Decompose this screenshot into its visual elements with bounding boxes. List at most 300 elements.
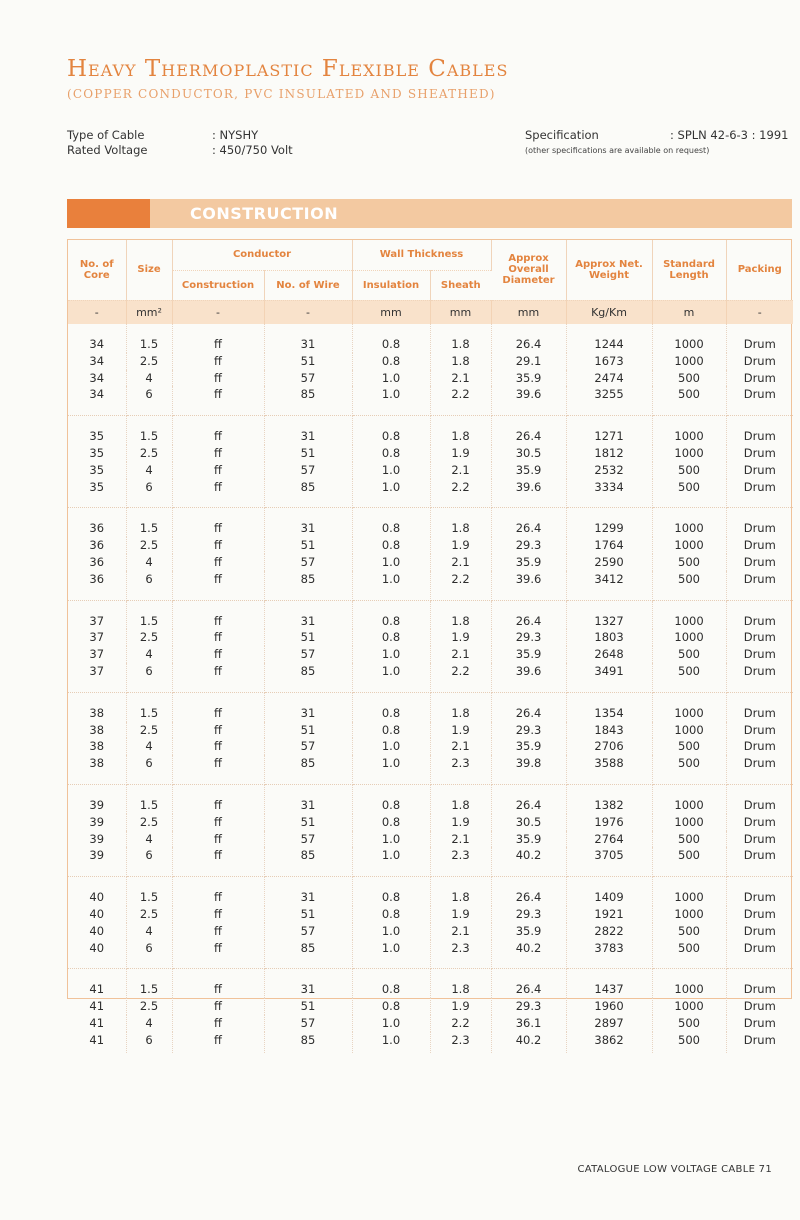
table-cell: ff (172, 663, 264, 692)
table-cell: 500 (652, 755, 726, 784)
table-cell: 1000 (652, 416, 726, 445)
table-cell: 1.9 (430, 814, 491, 831)
table-row (68, 353, 793, 370)
table-cell: 57 (264, 738, 352, 755)
table-cell: 3783 (566, 940, 652, 969)
unit-cell: - (172, 300, 264, 324)
table-cell: 3255 (566, 386, 652, 415)
table-row (68, 479, 793, 508)
table-cell: 51 (264, 537, 352, 554)
table-cell: Drum (726, 940, 793, 969)
table-cell: 4 (126, 1015, 172, 1032)
table-cell: 37 (68, 663, 126, 692)
table-cell: ff (172, 416, 264, 445)
table-cell: 1.0 (352, 646, 430, 663)
table-cell: 500 (652, 738, 726, 755)
section-band-bar (150, 199, 792, 228)
table-cell: 2.2 (430, 1015, 491, 1032)
table-cell: 51 (264, 906, 352, 923)
table-cell: 1.0 (352, 663, 430, 692)
table-row (68, 722, 793, 739)
table-row (68, 998, 793, 1015)
table-cell: Drum (743, 831, 776, 846)
table-cell: 3491 (566, 663, 652, 692)
table-cell: 41 (68, 1015, 126, 1032)
table-cell: 1.0 (352, 831, 430, 848)
table-cell: 1.5 (126, 969, 172, 998)
table-cell: 500 (652, 1015, 726, 1032)
cable-info (67, 128, 293, 158)
table-cell: 1.9 (430, 445, 491, 462)
table-cell: 500 (652, 940, 726, 969)
table-cell: 34 (68, 370, 126, 387)
table-cell: 0.8 (352, 416, 430, 445)
table-row (68, 629, 793, 646)
table-cell: 35.9 (491, 923, 566, 940)
table-cell: 57 (264, 554, 352, 571)
table-cell: 1000 (652, 692, 726, 721)
table-cell: 85 (264, 571, 352, 600)
unit-cell: - (726, 300, 793, 324)
table-cell: Drum (743, 1015, 776, 1030)
table-cell: 1.9 (430, 906, 491, 923)
table-cell: ff (172, 831, 264, 848)
specification-info (525, 128, 788, 158)
table-cell: ff (172, 629, 264, 646)
table-cell: 1000 (652, 784, 726, 813)
table-row (68, 1032, 793, 1053)
table-cell: 6 (126, 663, 172, 692)
table-cell: 1803 (566, 629, 652, 646)
table-cell: 38 (68, 722, 126, 739)
table-cell: 3412 (566, 571, 652, 600)
header-packing: Packing (726, 240, 793, 300)
table-cell: 57 (264, 1015, 352, 1032)
table-cell: 35.9 (491, 738, 566, 755)
core-group (68, 600, 793, 692)
table-cell: 2.1 (430, 923, 491, 940)
table-cell: Drum (743, 353, 776, 368)
table-cell: 2532 (566, 462, 652, 479)
table-cell: 57 (264, 462, 352, 479)
table-cell: 2.1 (430, 646, 491, 663)
table-row (68, 571, 793, 600)
section-band (67, 199, 792, 228)
table-cell: 500 (652, 831, 726, 848)
table-row (68, 537, 793, 554)
table-cell: Drum (743, 982, 776, 997)
table-cell: 1000 (652, 445, 726, 462)
table-cell: 6 (126, 479, 172, 508)
table-cell: 26.4 (491, 600, 566, 629)
table-cell: 1.8 (430, 784, 491, 813)
table-cell: ff (172, 600, 264, 629)
table-cell: 1.9 (430, 629, 491, 646)
table-cell: ff (172, 353, 264, 370)
table-cell: 39.6 (491, 386, 566, 415)
table-cell: 38 (68, 755, 126, 784)
table-cell: 1.0 (352, 755, 430, 784)
table-cell: 1.0 (352, 386, 430, 415)
unit-cell: mm² (126, 300, 172, 324)
table-cell: 1000 (652, 508, 726, 537)
table-cell: 1.8 (430, 508, 491, 537)
table-row (68, 877, 793, 906)
table-cell: 3862 (566, 1032, 652, 1053)
table-cell: 1.0 (352, 370, 430, 387)
table-cell: 6 (126, 571, 172, 600)
table-cell: 500 (652, 847, 726, 876)
page-title: Heavy Thermoplastic Flexible Cables (67, 56, 509, 82)
table-cell: 39.8 (491, 755, 566, 784)
table-cell: 1960 (566, 998, 652, 1015)
table-cell: 2.5 (126, 629, 172, 646)
table-cell: 2897 (566, 1015, 652, 1032)
table-cell: 0.8 (352, 537, 430, 554)
header-insulation: Insulation (352, 270, 430, 300)
table-cell: 2.2 (430, 663, 491, 692)
table-cell: 1.0 (352, 554, 430, 571)
table-cell: 51 (264, 353, 352, 370)
table-cell: ff (172, 1032, 264, 1053)
table-cell: 0.8 (352, 445, 430, 462)
table-cell: 1764 (566, 537, 652, 554)
core-group (68, 784, 793, 876)
table-cell: 2.3 (430, 755, 491, 784)
table-cell: 2.5 (126, 722, 172, 739)
rated-voltage-row (67, 143, 293, 158)
table-row (68, 755, 793, 784)
table-cell: 2.5 (126, 445, 172, 462)
table-cell: Drum (726, 847, 793, 876)
table-cell: 4 (126, 738, 172, 755)
table-cell: 6 (126, 386, 172, 415)
table-cell: 57 (264, 831, 352, 848)
core-group (68, 692, 793, 784)
table-cell: 4 (126, 923, 172, 940)
table-cell: 2822 (566, 923, 652, 940)
table-cell: 85 (264, 1032, 352, 1053)
page-footer: CATALOGUE LOW VOLTAGE CABLE 71 (577, 1164, 772, 1175)
table-cell: 500 (652, 479, 726, 508)
table-row (68, 847, 793, 876)
table-cell: 41 (68, 1032, 126, 1053)
header-net-weight: Approx Net. Weight (566, 240, 652, 300)
table-cell: Drum (743, 722, 776, 737)
table-cell: 2.5 (126, 353, 172, 370)
table-row (68, 416, 793, 445)
table-cell: 1.8 (430, 969, 491, 998)
page-subtitle: (COPPER CONDUCTOR, PVC INSULATED AND SHEATHED) (67, 87, 496, 101)
table-cell: 31 (264, 692, 352, 721)
table-cell: Drum (726, 755, 793, 784)
table-cell: Drum (743, 923, 776, 938)
table-row (68, 814, 793, 831)
table-cell: ff (172, 324, 264, 353)
table-cell: 2.5 (126, 906, 172, 923)
table-cell: ff (172, 1015, 264, 1032)
header-conductor: Conductor (172, 240, 352, 270)
table-cell: 1.0 (352, 479, 430, 508)
specification-note: (other specifications are available on request) (525, 146, 710, 155)
table-cell: Drum (743, 890, 776, 905)
rated-voltage-label: Rated Voltage (67, 143, 148, 157)
table-cell: 1.5 (126, 508, 172, 537)
table-cell: 0.8 (352, 692, 430, 721)
table-cell: Drum (743, 999, 776, 1014)
table-cell: 29.1 (491, 353, 566, 370)
table-cell: ff (172, 784, 264, 813)
table-cell: 26.4 (491, 784, 566, 813)
table-cell: ff (172, 646, 264, 663)
table-cell: 500 (652, 554, 726, 571)
table-row (68, 692, 793, 721)
table-row (68, 940, 793, 969)
table-cell: 2764 (566, 831, 652, 848)
table-cell: 0.8 (352, 998, 430, 1015)
table-cell: 0.8 (352, 508, 430, 537)
table-cell: Drum (743, 538, 776, 553)
table-cell: 500 (652, 571, 726, 600)
table-cell: 500 (652, 663, 726, 692)
table-cell: 1382 (566, 784, 652, 813)
table-cell: 29.3 (491, 998, 566, 1015)
table-cell: 2.1 (430, 554, 491, 571)
table-cell: 26.4 (491, 416, 566, 445)
cable-type-label: Type of Cable (67, 128, 145, 142)
table-cell: 1.0 (352, 940, 430, 969)
table-row (68, 646, 793, 663)
table-cell: 26.4 (491, 877, 566, 906)
table-cell: ff (172, 877, 264, 906)
specification-label: Specification (525, 128, 599, 142)
table-cell: 37 (68, 600, 126, 629)
table-cell: 0.8 (352, 784, 430, 813)
table-cell: 1000 (652, 722, 726, 739)
table-cell: 2.2 (430, 479, 491, 508)
table-cell: 31 (264, 600, 352, 629)
table-cell: 26.4 (491, 324, 566, 353)
table-cell: 1.9 (430, 722, 491, 739)
table-cell: 1.5 (126, 877, 172, 906)
table-cell: 3588 (566, 755, 652, 784)
table-cell: Drum (743, 429, 776, 444)
table-cell: 39 (68, 847, 126, 876)
table-cell: 2.5 (126, 998, 172, 1015)
table-cell: Drum (726, 663, 793, 692)
unit-cell: mm (430, 300, 491, 324)
table-cell: 36.1 (491, 1015, 566, 1032)
table-cell: 39.6 (491, 571, 566, 600)
table-cell: 35.9 (491, 370, 566, 387)
table-cell: 51 (264, 814, 352, 831)
table-cell: ff (172, 508, 264, 537)
table-cell: 30.5 (491, 814, 566, 831)
table-row (68, 508, 793, 537)
table-cell: 1000 (652, 353, 726, 370)
table-cell: 1354 (566, 692, 652, 721)
table-cell: 0.8 (352, 814, 430, 831)
table-cell: 0.8 (352, 324, 430, 353)
table-cell: 1.5 (126, 784, 172, 813)
table-cell: 1000 (652, 998, 726, 1015)
table-cell: 1.5 (126, 416, 172, 445)
table-cell: 37 (68, 629, 126, 646)
table-cell: 2.3 (430, 1032, 491, 1053)
table-cell: 2.3 (430, 847, 491, 876)
table-cell: 35 (68, 416, 126, 445)
table-cell: ff (172, 370, 264, 387)
table-cell: 36 (68, 508, 126, 537)
table-row (68, 445, 793, 462)
table-cell: 1271 (566, 416, 652, 445)
table-cell: 1843 (566, 722, 652, 739)
table-cell: 4 (126, 646, 172, 663)
table-cell: 29.3 (491, 629, 566, 646)
table-cell: 2590 (566, 554, 652, 571)
table-cell: 1000 (652, 906, 726, 923)
table-cell: 31 (264, 416, 352, 445)
unit-cell: Kg/Km (566, 300, 652, 324)
table-cell: 39 (68, 784, 126, 813)
table-cell: 500 (652, 646, 726, 663)
table-cell: 1.9 (430, 998, 491, 1015)
table-cell: 1.8 (430, 877, 491, 906)
table-cell: 1.9 (430, 537, 491, 554)
table-cell: 2.3 (430, 940, 491, 969)
table-cell: 51 (264, 722, 352, 739)
table-cell: ff (172, 814, 264, 831)
table-cell: 31 (264, 324, 352, 353)
table-cell: 36 (68, 554, 126, 571)
table-cell: 2.1 (430, 370, 491, 387)
table-cell: 1299 (566, 508, 652, 537)
table-cell: 0.8 (352, 629, 430, 646)
table-cell: 2.5 (126, 537, 172, 554)
section-band-accent (67, 199, 150, 228)
table-cell: 500 (652, 462, 726, 479)
table-cell: 29.3 (491, 722, 566, 739)
header-no-of-core: No. of Core (68, 240, 126, 300)
table-cell: 0.8 (352, 600, 430, 629)
table-cell: 1.8 (430, 353, 491, 370)
table-cell: ff (172, 923, 264, 940)
table-cell: 40.2 (491, 940, 566, 969)
table-cell: 1000 (652, 537, 726, 554)
table-cell: 1.5 (126, 324, 172, 353)
table-cell: 2.2 (430, 571, 491, 600)
table-cell: 85 (264, 940, 352, 969)
table-cell: 1921 (566, 906, 652, 923)
table-row (68, 923, 793, 940)
table-cell: 51 (264, 445, 352, 462)
table-cell: 57 (264, 923, 352, 940)
section-title: CONSTRUCTION (190, 204, 339, 223)
table-cell: 1.8 (430, 600, 491, 629)
table-row (68, 906, 793, 923)
table-cell: 6 (126, 847, 172, 876)
table-cell: ff (172, 692, 264, 721)
table-cell: 31 (264, 877, 352, 906)
table-cell: 26.4 (491, 508, 566, 537)
cable-type-row (67, 128, 293, 143)
table-cell: 26.4 (491, 969, 566, 998)
table-cell: 85 (264, 755, 352, 784)
rated-voltage-value: : 450/750 Volt (212, 143, 293, 157)
core-group (68, 324, 793, 416)
table-cell: 51 (264, 998, 352, 1015)
table-cell: 0.8 (352, 906, 430, 923)
table-cell: 1.0 (352, 571, 430, 600)
unit-cell: mm (352, 300, 430, 324)
core-group (68, 877, 793, 969)
table-cell: 35 (68, 445, 126, 462)
table-cell: ff (172, 445, 264, 462)
table-cell: 38 (68, 692, 126, 721)
table-cell: 1.0 (352, 462, 430, 479)
table-row (68, 600, 793, 629)
table-cell: 500 (652, 386, 726, 415)
unit-cell: mm (491, 300, 566, 324)
table-cell: 1.0 (352, 738, 430, 755)
unit-cell: - (264, 300, 352, 324)
table-cell: 39.6 (491, 663, 566, 692)
table-cell: 2.1 (430, 462, 491, 479)
table-cell: 38 (68, 738, 126, 755)
table-cell: 37 (68, 646, 126, 663)
table-row (68, 738, 793, 755)
table-cell: 35 (68, 479, 126, 508)
table-row (68, 784, 793, 813)
table-cell: 2648 (566, 646, 652, 663)
table-cell: 29.3 (491, 906, 566, 923)
table-cell: 1.5 (126, 600, 172, 629)
table-cell: 34 (68, 353, 126, 370)
unit-cell: m (652, 300, 726, 324)
table-cell: 36 (68, 537, 126, 554)
table-cell: 3705 (566, 847, 652, 876)
table-cell: Drum (743, 630, 776, 645)
header-wall-thickness: Wall Thickness (352, 240, 491, 270)
table-cell: ff (172, 571, 264, 600)
table-row (68, 663, 793, 692)
unit-cell: - (68, 300, 126, 324)
table-cell: 26.4 (491, 692, 566, 721)
table-cell: ff (172, 738, 264, 755)
table-cell: 1.5 (126, 692, 172, 721)
table-row (68, 1015, 793, 1032)
table-cell: 40 (68, 940, 126, 969)
table-cell: 6 (126, 755, 172, 784)
table-cell: Drum (743, 797, 776, 812)
table-cell: 30.5 (491, 445, 566, 462)
table-cell: 41 (68, 969, 126, 998)
table-cell: 34 (68, 386, 126, 415)
specification-row (525, 128, 788, 143)
table-row (68, 386, 793, 415)
table-cell: ff (172, 722, 264, 739)
table-cell: 2474 (566, 370, 652, 387)
table-cell: Drum (743, 647, 776, 662)
table-cell: ff (172, 554, 264, 571)
table-cell: ff (172, 998, 264, 1015)
table-cell: 34 (68, 324, 126, 353)
table-cell: 1437 (566, 969, 652, 998)
core-group (68, 416, 793, 508)
table-cell: 40.2 (491, 847, 566, 876)
table-cell: 0.8 (352, 877, 430, 906)
table-cell: Drum (743, 521, 776, 536)
